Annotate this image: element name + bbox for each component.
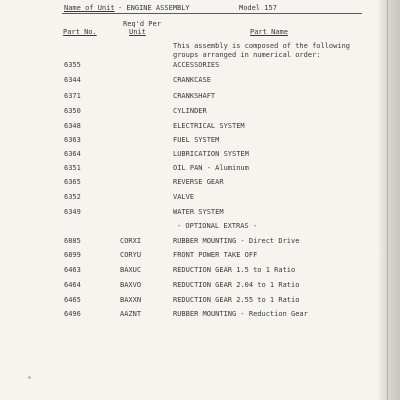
group-part-name: OIL PAN - Aluminum (173, 164, 249, 172)
group-part-no: 6364 (64, 150, 81, 158)
paper-speck (28, 376, 31, 379)
extra-part-name: RUBBER MOUNTING - Reduction Gear (173, 310, 308, 318)
group-part-name: FUEL SYSTEM (173, 136, 220, 144)
group-part-no: 6371 (64, 92, 81, 100)
extra-code: AAZNT (120, 310, 142, 318)
group-part-name: CRANKCASE (173, 76, 211, 84)
group-part-name: ELECTRICAL SYSTEM (173, 122, 245, 130)
page-edge-shadow (378, 0, 400, 400)
extra-part-no: 6885 (64, 237, 81, 245)
intro-line-1: This assembly is composed of the following (173, 42, 351, 50)
group-part-no: 6344 (64, 76, 81, 84)
group-part-no: 6355 (64, 61, 81, 69)
extra-code: CORYU (120, 251, 142, 259)
group-part-no: 6349 (64, 208, 81, 216)
group-part-name: WATER SYSTEM (173, 208, 224, 216)
column-part-no: Part No. (63, 28, 97, 36)
extra-code: BAXXN (120, 296, 142, 304)
page-edge-line (387, 0, 388, 400)
name-of-unit-label: Name of Unit (64, 4, 115, 12)
model-number: Model 157 (239, 4, 277, 12)
column-reqd-per: Req'd Per (123, 20, 161, 28)
extra-part-name: REDUCTION GEAR 2.55 to 1 Ratio (173, 296, 300, 304)
header-rule (62, 13, 362, 14)
group-part-name: ACCESSORIES (173, 61, 220, 69)
extra-code: BAXUC (120, 266, 142, 274)
group-part-name: VALVE (173, 193, 195, 201)
group-part-no: 6365 (64, 178, 81, 186)
group-part-no: 6350 (64, 107, 81, 115)
extra-part-name: FRONT POWER TAKE OFF (173, 251, 258, 259)
group-part-name: CYLINDER (173, 107, 207, 115)
extra-part-no: 6899 (64, 251, 81, 259)
group-part-no: 6352 (64, 193, 81, 201)
extra-part-no: 6496 (64, 310, 81, 318)
group-part-no: 6348 (64, 122, 81, 130)
group-part-no: 6363 (64, 136, 81, 144)
column-part-name: Part Name (250, 28, 288, 36)
extra-part-no: 6463 (64, 266, 81, 274)
group-part-no: 6351 (64, 164, 81, 172)
extra-part-name: REDUCTION GEAR 2.04 to 1 Ratio (173, 281, 300, 289)
extra-part-name: RUBBER MOUNTING - Direct Drive (173, 237, 300, 245)
intro-line-2: groups arranged in numerical order: (173, 51, 321, 59)
extra-code: BAXVO (120, 281, 142, 289)
group-part-name: REVERSE GEAR (173, 178, 224, 186)
group-part-name: CRANKSHAFT (173, 92, 216, 100)
unit-name: - ENGINE ASSEMBLY (118, 4, 190, 12)
optional-extras-heading: - OPTIONAL EXTRAS - (177, 222, 258, 230)
extra-part-name: REDUCTION GEAR 1.5 to 1 Ratio (173, 266, 296, 274)
extra-code: CORXI (120, 237, 142, 245)
extra-part-no: 6464 (64, 281, 81, 289)
column-unit: Unit (129, 28, 146, 36)
extra-part-no: 6465 (64, 296, 81, 304)
group-part-name: LUBRICATION SYSTEM (173, 150, 249, 158)
